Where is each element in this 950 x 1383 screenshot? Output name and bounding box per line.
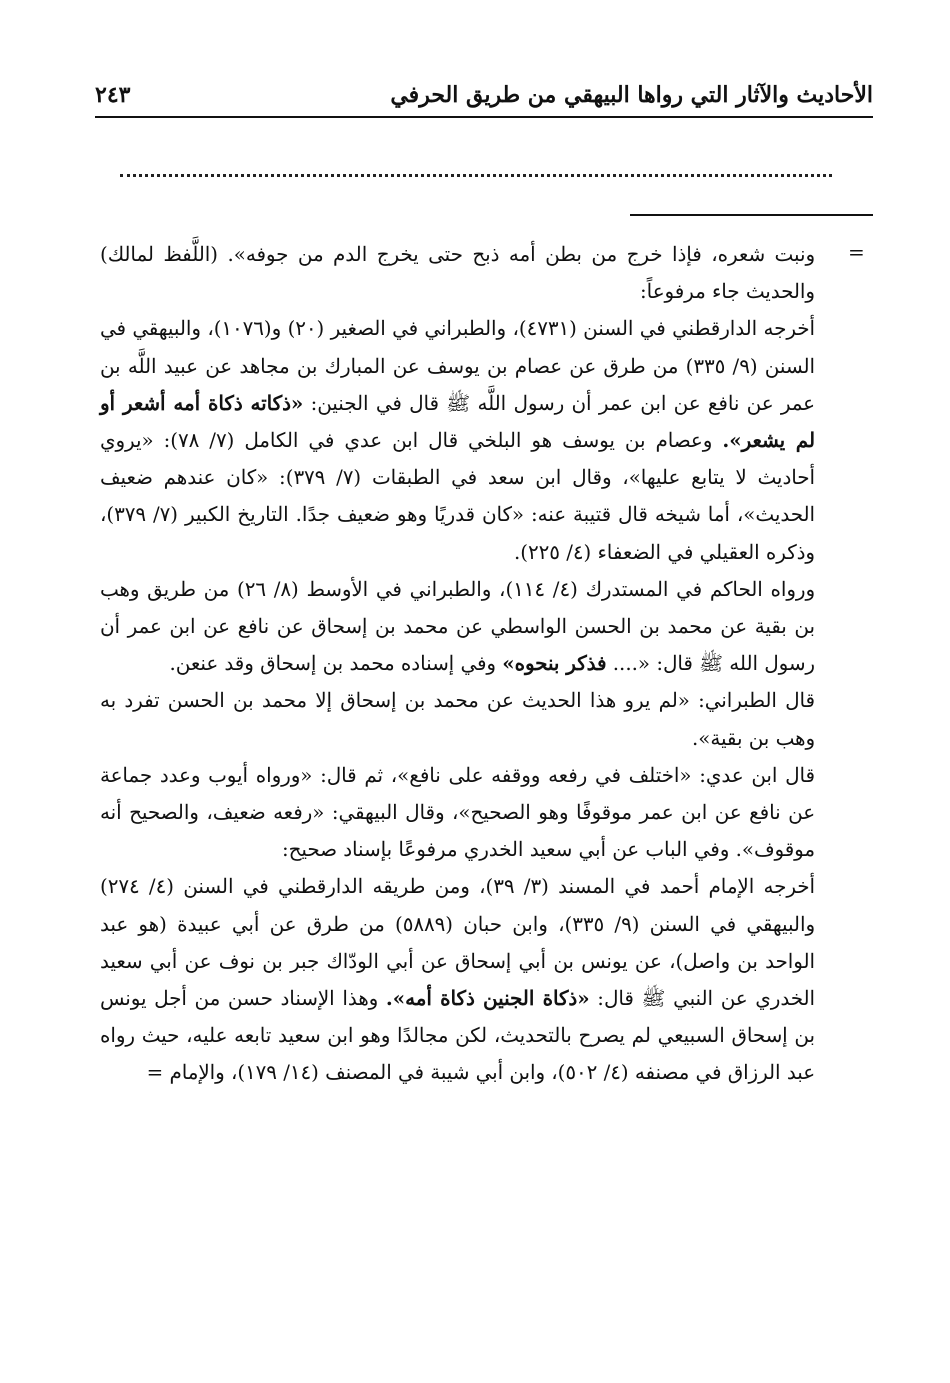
paragraph	[100, 310, 815, 570]
page-header	[95, 72, 873, 108]
paragraph-text: أخرجه الإمام أحمد في المسند (٣/ ٣٩)، ومن طريقه الدارقطني في السنن (٤/ ٢٧٤) والبيهقي في السنن (٩/ ٣٣٥)، وابن حبان (٥٨٨٩) من طرق عن أبي عبيدة (هو عبد الواحد بن واصل)، عن يونس بن أبي إسحاق عن أبي الودّاك جبر بن نوف عن أبي سعيد الخدري عن النبي ﷺ قال:	[100, 875, 816, 1011]
paragraph-text: أخرجه الدارقطني في السنن (٤٧٣١)، والطبراني في الصغير (٢٠) و(١٠٧٦)، والبيهقي في السنن (٩/ ٣٣٥) من طرق عن عصام بن يوسف عن المبارك بن مجاهد عن عبيد اللَّه بن عمر عن نافع عن ابن عمر أن رسول اللَّه ﷺ قال في الجنين:	[100, 317, 816, 415]
paragraph	[100, 868, 815, 1091]
header-rule	[95, 116, 873, 118]
paragraph	[100, 236, 815, 310]
paragraph-text: ورواه الحاكم في المستدرك (٤/ ١١٤)، والطبراني في الأوسط (٨/ ٢٦) من طريق وهب بن بقية عن محمد بن الحسن الواسطي عن محمد بن إسحاق عن نافع عن ابن عمر أن رسول الله ﷺ قال: «....	[100, 577, 816, 676]
paragraph	[100, 571, 815, 683]
paragraph-text: وهذا الإسناد حسن من أجل يونس بن إسحاق السبيعي لم يصرح بالتحديث، لكن مجالدًا وهو ابن سعيد تابعه عليه، حيث رواه عبد الرزاق في مصنفه (٤/ ٥٠٢)، وابن أبي شيبة في المصنف (١٤/ ١٧٩)، والإمام =	[100, 987, 815, 1085]
hadith-quote: «ذكاة الجنين ذكاة أمه».	[385, 986, 590, 1011]
footnote-body	[100, 236, 815, 1092]
running-title: الأحاديث والآثار التي رواها البيهقي من طريق الحرفي	[390, 82, 873, 108]
paragraph	[100, 682, 815, 756]
hadith-quote: فذكر بنحوه»	[502, 651, 607, 676]
hadith-quote: «ذكاته ذكاة أمه أشعر أو لم يشعر».	[100, 390, 815, 453]
paragraph-text: قال الطبراني: «لم يرو هذا الحديث عن محمد بن إسحاق إلا محمد بن الحسن تفرد به وهب بن بقية».	[100, 689, 815, 750]
footnote-rule	[630, 214, 873, 216]
page-number: ٢٤٣	[95, 82, 131, 108]
paragraph	[100, 757, 815, 869]
dotted-separator	[120, 174, 832, 177]
paragraph-text: قال ابن عدي: «اختلف في رفعه ووقفه على نافع»، ثم قال: «ورواه أيوب وعدد جماعة عن نافع عن ابن عمر موقوفًا وهو الصحيح»، وقال البيهقي: «رفعه ضعيف، والصحيح أنه موقوف». وفي الباب عن أبي سعيد الخدري مرفوعًا بإسناد صحيح:	[100, 763, 815, 862]
paragraph-text: ونبت شعره، فإذا خرج من بطن أمه ذبح حتى يخرج الدم من جوفه». (اللَّفظ لمالك) والحديث جاء مرفوعاً:	[100, 243, 815, 304]
paragraph-text: وفي إسناده محمد بن إسحاق وقد عنعن.	[169, 652, 503, 676]
paragraph-text: وعصام بن يوسف هو البلخي قال ابن عدي في الكامل (٧/ ٧٨): «يروي أحاديث لا يتابع عليها»، وقال ابن سعد في الطبقات (٧/ ٣٧٩): «كان عندهم ضعيف الحديث»، أما شيخه قال قتيبة عنه: «كان قدريًا وهو ضعيف جدًا. التاريخ الكبير (٧/ ٣٧٩)، وذكره العقيلي في الضعفاء (٤/ ٢٢٥).	[100, 429, 816, 564]
continuation-mark: =	[848, 240, 865, 264]
